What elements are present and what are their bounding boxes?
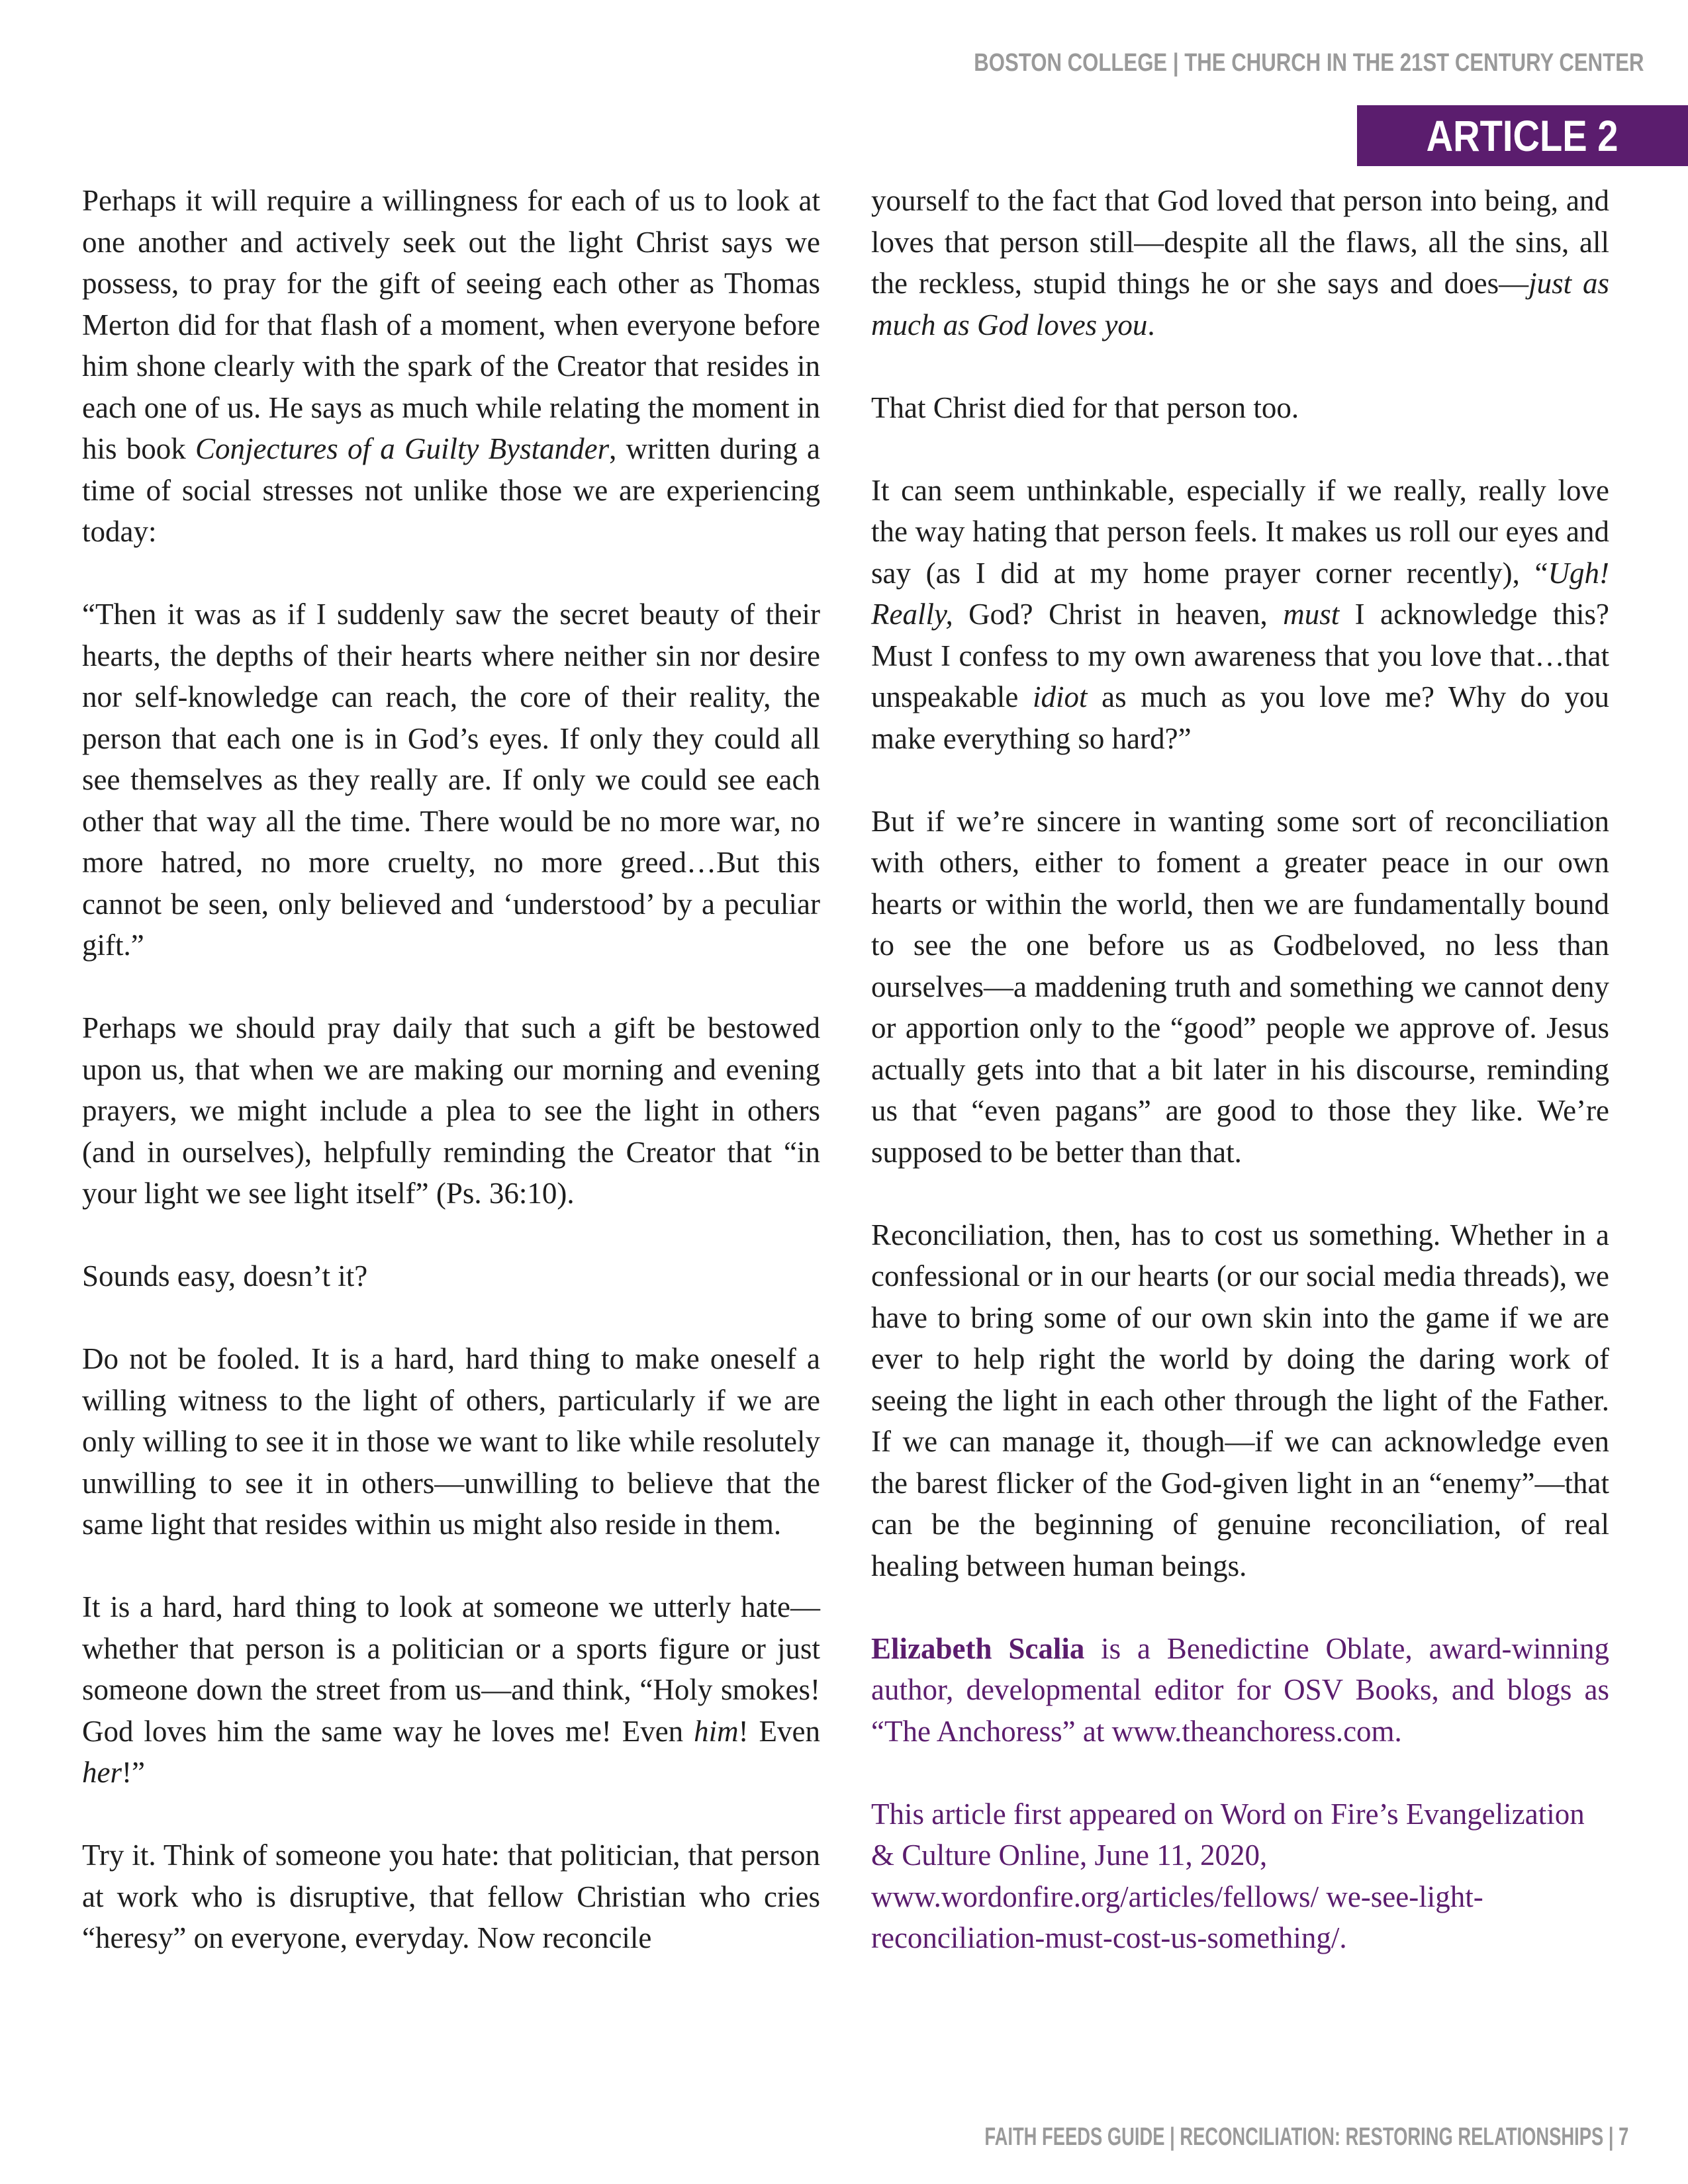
paragraph: Try it. Think of someone you hate: that politician, that person at work who is disruptive, that fellow Christian who cries “heresy” on everyone, everyday. Now reconcile: [82, 1839, 820, 1954]
right-column: [871, 180, 1609, 2000]
author-bio: Elizabeth Scalia is a Benedictine Oblate, award-winning author, developmental editor for OSV Books, and blogs as “The Anchoress” at www.theanchoress.com.: [871, 1631, 1609, 1748]
source-note: This article first appeared on Word on Fire’s Evangelization & Culture Online, June 11, 2020, www.wordonfire.org/articles/fellows/ we-see-light-reconciliation-must-cost-us-something/.: [871, 1797, 1585, 1954]
paragraph: Perhaps it will require a willingness for each of us to look at one another and actively seek out the light Christ says we possess, to pray for the gift of seeing each other as Thomas Merton did for that flash of a moment, when everyone before him shone clearly with the spark of the Creator that resides in each one of us. He says as much while relating the moment in his book Conjectures of a Guilty Bystander, written during a time of social stresses not unlike those we are experiencing today:: [82, 184, 820, 548]
footer: FAITH FEEDS GUIDE | RECONCILIATION: RESTORING RELATIONSHIPS | 7: [984, 2123, 1628, 2151]
paragraph: That Christ died for that person too.: [871, 390, 1299, 424]
paragraph: Reconciliation, then, has to cost us something. Whether in a confessional or in our hearts (or our social media threads), we have to bring some of our own skin into the game if we are ever to help right the world by doing the daring work of seeing the light in each other through the light of the Father. If we can manage it, though—if we can acknowledge even the barest flicker of the God-given light in an “enemy”—that can be the beginning of genuine reconciliation, of real healing between human beings.: [871, 1218, 1609, 1582]
article-badge-label: ARTICLE 2: [1427, 111, 1618, 160]
paragraph: yourself to the fact that God loved that person into being, and loves that person still—despite all the flaws, all the sins, all the reckless, stupid things he or she says and does—just as much as God loves you.: [871, 184, 1610, 341]
merton-quote: “Then it was as if I suddenly saw the secret beauty of their hearts, the depths of their hearts where neither sin nor desire nor self-knowledge can reach, the core of their reality, the person that each one is in God’s eyes. If only they could all see themselves as they really are. If only we could see each other that way all the time. There would be no more war, no more hatred, no more cruelty, no more greed…But this cannot be seen, only believed and ‘understood’ by a peculiar gift.”: [82, 598, 820, 962]
paragraph: Sounds easy, doesn’t it?: [82, 1259, 368, 1293]
paragraph: It can seem unthinkable, especially if we really, really love the way hating that person feels. It makes us roll our eyes and say (as I did at my home prayer corner recently), “Ugh! Really, God? Christ in heaven, must I acknowledge this? Must I confess to my own awareness that you love that…that unspeakable idiot as much as you love me? Why do you make everything so hard?”: [871, 473, 1609, 755]
paragraph: But if we’re sincere in wanting some sort of reconciliation with others, either to foment a greater peace in our own hearts or within the world, then we are fundamentally bound to see the one before us as Godbeloved, no less than ourselves—a maddening truth and something we cannot deny or apportion only to the “good” people we approve of. Jesus actually gets into that a bit later in his discourse, reminding us that “even pagans” are good to those they like. We’re supposed to be better than that.: [871, 804, 1609, 1169]
paragraph: Do not be fooled. It is a hard, hard thing to make oneself a willing witness to the light of others, particularly if we are only willing to see it in those we want to like while resolutely unwilling to see it in others—unwilling to believe that the same light that resides within us might also reside in them.: [82, 1342, 820, 1541]
paragraph: It is a hard, hard thing to look at someone we utterly hate—whether that person is a politician or a sports figure or just someone down the street from us—and think, “Holy smokes! God loves him the same way he loves me! Even him! Even her!”: [82, 1590, 821, 1789]
header-title: BOSTON COLLEGE | THE CHURCH IN THE 21ST CENTURY CENTER: [973, 49, 1644, 77]
author-name: Elizabeth Scalia: [871, 1631, 1085, 1665]
left-column: [82, 180, 820, 2000]
article-badge: [1357, 105, 1688, 166]
book-title: Conjectures of a Guilty Bystander: [195, 432, 610, 465]
paragraph: Perhaps we should pray daily that such a gift be bestowed upon us, that when we are making our morning and evening prayers, we might include a plea to see the light in others (and in ourselves), helpfully reminding the Creator that “in your light we see light itself” (Ps. 36:10).: [82, 1011, 820, 1210]
source-link[interactable]: www.wordonfire.org/articles/fellows/ we-see-light-reconciliation-must-cost-us-something/.: [871, 1880, 1483, 1954]
